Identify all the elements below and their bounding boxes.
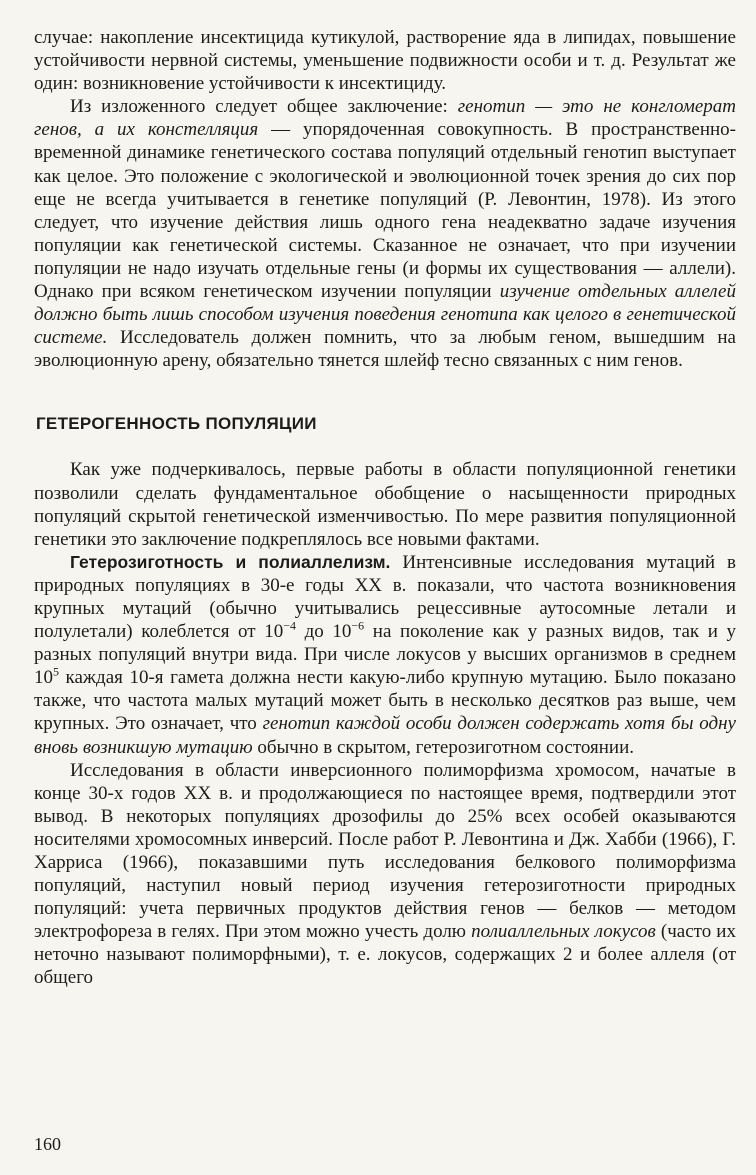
text-run: Интенсивные исследования мутаций в природных популяциях в 30-е годы XX в. показали, что частота возникновения крупных мутаций (обычно учитывались рецессивные аутосомные летали и полулетали) колеблется от 10 (34, 551, 737, 643)
emphasis-run: генотип каждой особи должен содержать хотя бы одну вновь возникшую мутацию (34, 713, 736, 758)
paragraph-intro: Как уже подчеркивалось, первые работы в области популяционной генетики позволили сделать фундаментальное обобщение о насыщенности природных популяций скрытой генетической изменчивостью. По мере развития популяционной генетики это заключение подкреплялось все новыми фактами. (34, 459, 736, 550)
text-run: Исследователь должен помнить, что за любым геном, вышедшим на эволюционную арену, обязательно тянется шлейф тесно связанных с ним генов. (34, 327, 736, 372)
emphasis-run: полиаллельных локусов (471, 921, 656, 943)
text-run: (часто их неточно называют полиморфными), т. е. локусов, содержащих 2 и более аллеля (от общего (34, 921, 736, 989)
text-run: Исследования в области инверсионного полиморфизма хромосом, начатые в конце 30-х годов XX в. и продолжающиеся по настоящее время, подтвердили этот вывод. В некоторых популяциях дрозофилы до 25% всех особей оказываются носителями хромосомных инверсий. После работ Р. Левонтина и Дж. Хабби (1966), Г. Харриса (1966), показавшими путь исследования белкового полиморфизма популяций, наступил новый период изучения гетерозиготности природных популяций: учета первичных продуктов действия генов — белков — методом электрофореза в гелях. При этом можно учесть долю (34, 759, 736, 943)
text-run: на поколение как у разных видов, так и у разных популяций внутри вида. При числе локусов у высших организмов в среднем 10 (34, 621, 736, 689)
superscript: 5 (53, 664, 59, 679)
paragraph-genotype-conclusion (34, 95, 736, 372)
superscript: −6 (351, 618, 365, 633)
paragraph-inversion-polymorphism (34, 759, 736, 990)
run-in-heading: Гетерозиготность и полиаллелизм. (70, 551, 391, 572)
text-run: до 10 (296, 621, 352, 643)
superscript: −4 (283, 618, 296, 633)
text-run: Из изложенного следует общее заключение: (70, 96, 458, 118)
emphasis-run: генотип — это не конгломерат генов, а их констелляция (34, 96, 737, 141)
paragraph-heterozygosity (34, 551, 736, 759)
paragraph-continuation: случае: накопление инсектицида кутикулой, растворение яда в липидах, повышение устойчивости нервной системы, уменьшение подвижности особи и т. д. Результат же один: возникновение устойчивости к инсектициду. (34, 27, 736, 95)
page-number: 160 (34, 1134, 61, 1154)
text-run: обычно в скрытом, гетерозиготном состоянии. (252, 736, 635, 758)
emphasis-run: изучение отдельных аллелей должно быть лишь способом изучения поведения генотипа как целого в генетической системе. (34, 281, 736, 349)
text-run: каждая 10-я гамета должна нести какую-либо крупную мутацию. Было показано также, что частота малых мутаций может быть в несколько десятков раз выше, чем крупных. Это означает, что (34, 667, 736, 735)
section-heading: ГЕТЕРОГЕННОСТЬ ПОПУЛЯЦИИ (36, 414, 317, 434)
text-run: — упорядоченная совокупность. В пространственно-временной динамике генетического состава популяций отдельный генотип выступает как целое. Это положение с экологической и эволюционной точек зрения до сих пор еще не всегда учитывается в генетике популяций (Р. Левонтин, 1978). Из этого следует, что изучение действия лишь одного гена неадекватно задаче изучения популяции как генетической системы. Сказанное не означает, что при изучении популяции не надо изучать отдельные гены (и формы их существования — аллели). Однако при всяком генетическом изучении популяции (34, 119, 736, 303)
